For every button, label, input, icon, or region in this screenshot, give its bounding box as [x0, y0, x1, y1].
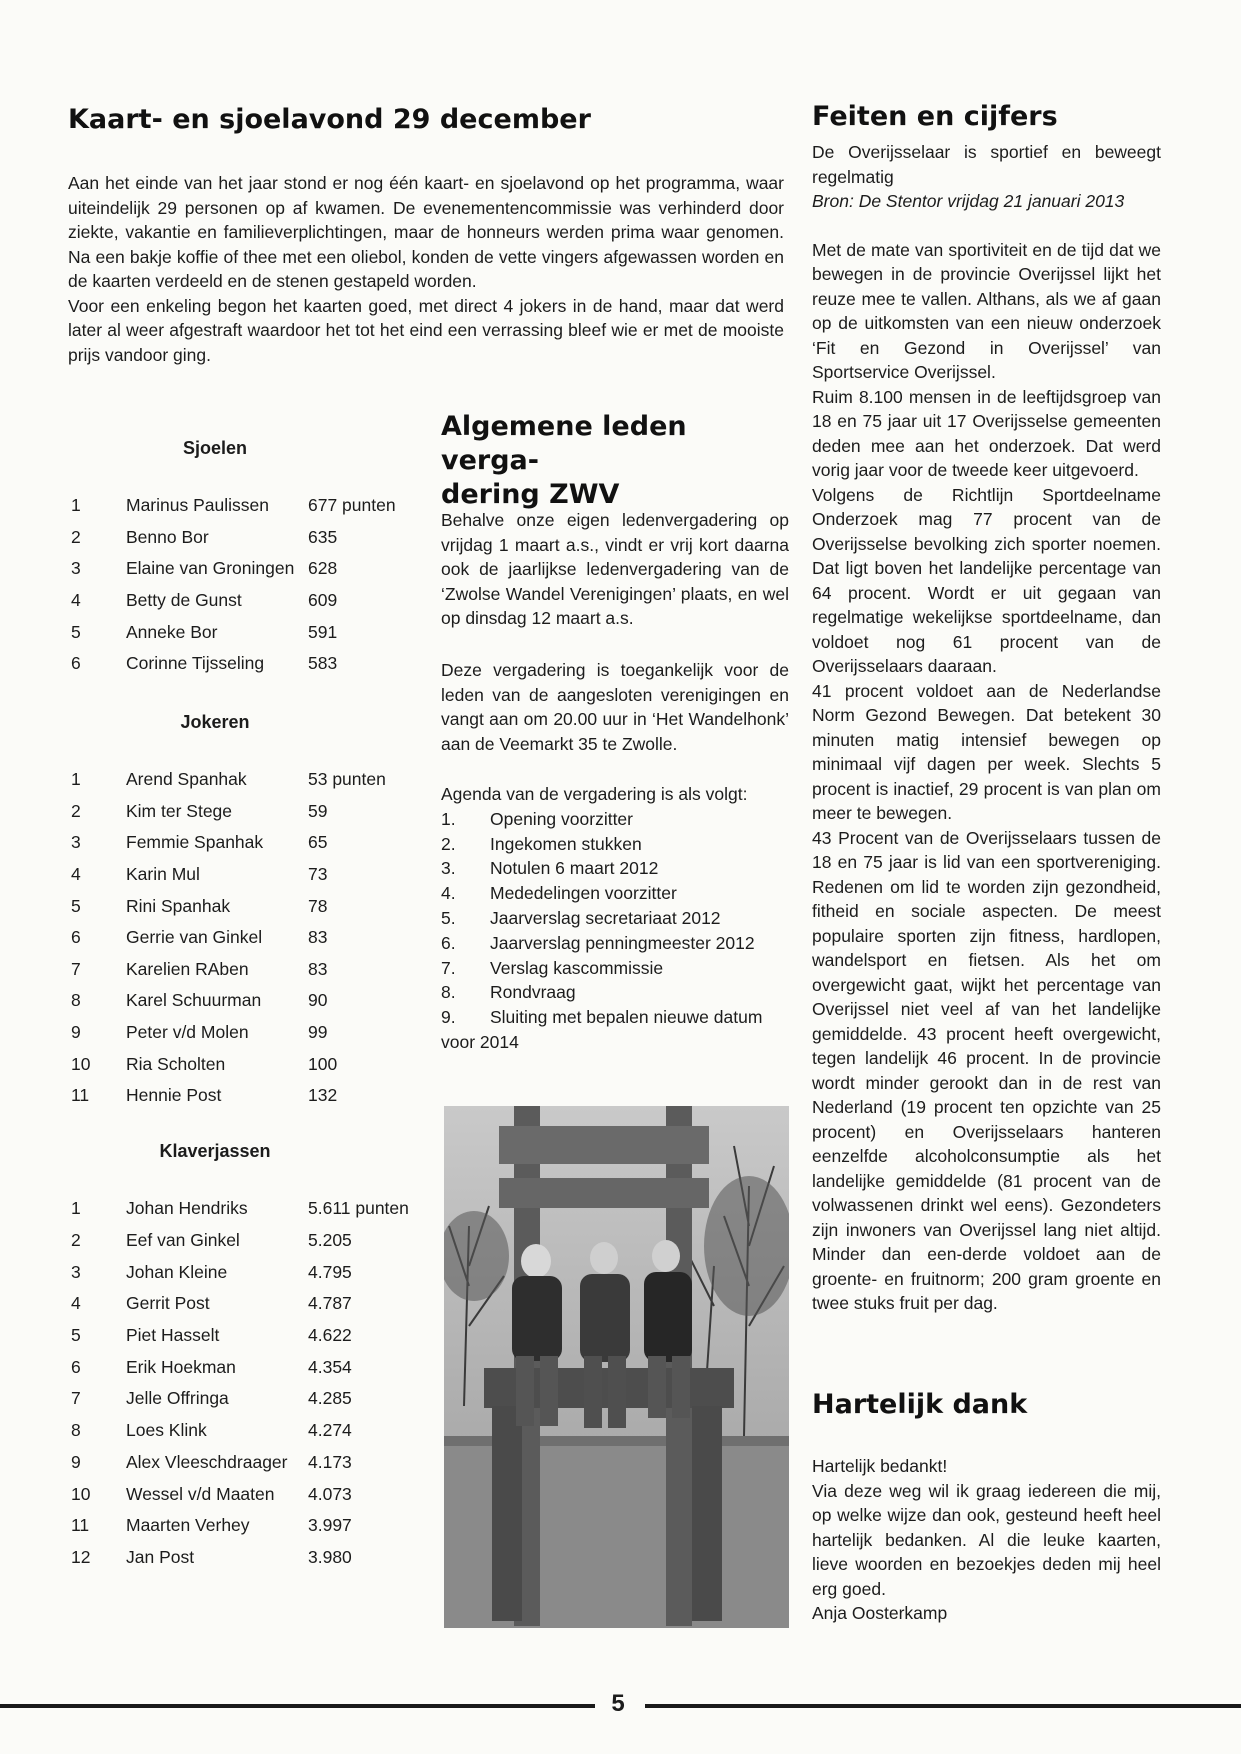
article-title-ledenvergadering — [441, 410, 781, 512]
paragraph: Ruim 8.100 mensen in de leeftijdsgroep van 18 en 75 jaar uit 17 Overijsselse gemeenten deden mee aan het onderzoek. Dat werd vorig jaar voor de tweede keer uitgevoerd. — [812, 386, 1161, 480]
agenda-item — [441, 980, 789, 1005]
player-name: Rini Spanhak — [126, 895, 231, 916]
player-name: Betty de Gunst — [126, 590, 242, 611]
table-row — [68, 1447, 428, 1479]
rank: 8 — [71, 990, 81, 1011]
table-row — [68, 1193, 428, 1225]
player-name: Anneke Bor — [126, 621, 218, 642]
score: 132 — [308, 1085, 338, 1106]
player-name: Ria Scholten — [126, 1053, 226, 1074]
score: 609 — [308, 590, 338, 611]
article-body-hartelijk-dank — [812, 1454, 1161, 1626]
agenda-item — [441, 956, 789, 981]
rank: 3 — [71, 1261, 81, 1282]
rank: 2 — [71, 526, 81, 547]
paragraph: Hartelijk bedankt! — [812, 1456, 948, 1476]
rank: 10 — [71, 1483, 91, 1504]
rank: 1 — [71, 495, 81, 516]
player-name: Johan Hendriks — [126, 1198, 248, 1219]
player-name: Corinne Tijsseling — [126, 653, 265, 674]
score: 677 punten — [308, 495, 396, 516]
table-row — [68, 1383, 428, 1415]
rank: 12 — [71, 1546, 91, 1567]
agenda-number: 2. — [441, 833, 456, 854]
agenda-text: Jaarverslag penningmeester 2012 — [490, 932, 755, 953]
score: 90 — [308, 990, 328, 1011]
table-row — [68, 1017, 418, 1049]
player-name: Benno Bor — [126, 526, 209, 547]
player-name: Kim ter Stege — [126, 800, 233, 821]
article-title-kaart-sjoelavond: Kaart- en sjoelavond 29 december — [68, 104, 591, 135]
paragraph: Behalve onze eigen ledenvergadering op vrijdag 1 maart a.s., vindt er vrij kort daarna ook de jaarlijkse ledenvergadering van de ‘Zwolse Wandel Verenigingen’ plaats, en wel op dinsdag 12 maart a.s. — [441, 510, 789, 628]
table-row — [68, 890, 418, 922]
footer-rule-left — [0, 1704, 595, 1708]
rank: 3 — [71, 832, 81, 853]
agenda-item — [441, 881, 789, 906]
table-row — [68, 1048, 418, 1080]
sjoelen-results-table — [68, 490, 418, 680]
table-row — [68, 1415, 428, 1447]
rank: 9 — [71, 1451, 81, 1472]
rank: 6 — [71, 1356, 81, 1377]
table-row — [68, 522, 418, 554]
rank: 4 — [71, 864, 81, 885]
score: 78 — [308, 895, 328, 916]
score: 591 — [308, 621, 338, 642]
agenda-number: 6. — [441, 932, 456, 953]
rank: 11 — [71, 1085, 90, 1106]
rank: 5 — [71, 1325, 81, 1346]
table-row — [68, 1256, 428, 1288]
jokeren-results-table — [68, 764, 418, 1112]
table-row — [68, 827, 418, 859]
rank: 2 — [71, 1230, 81, 1251]
rank: 8 — [71, 1420, 81, 1441]
player-name: Eef van Ginkel — [126, 1230, 240, 1251]
rank: 10 — [71, 1053, 91, 1074]
signature: Anja Oosterkamp — [812, 1603, 948, 1623]
player-name: Karelien RAben — [126, 958, 249, 979]
score: 4.787 — [308, 1293, 352, 1314]
player-name: Karel Schuurman — [126, 990, 262, 1011]
rank: 1 — [71, 1198, 81, 1219]
table-row — [68, 1225, 428, 1257]
score: 65 — [308, 832, 328, 853]
table-row — [68, 954, 418, 986]
score: 99 — [308, 1022, 328, 1043]
rank: 3 — [71, 558, 81, 579]
agenda-number: 3. — [441, 858, 456, 879]
agenda-number: 4. — [441, 883, 456, 904]
agenda-item — [441, 906, 789, 931]
table-row — [68, 922, 418, 954]
rank: 4 — [71, 590, 81, 611]
agenda-text: Sluiting met bepalen nieuwe datum — [490, 1007, 763, 1028]
paragraph: Volgens de Richtlijn Sportdeelname Onderzoek mag 77 procent van de Overijsselse bevolking zich sporter noemen. Dat ligt boven het landelijke percentage van 64 procent. Wordt er uit gegaan van regelmatige wekelijkse sportdeelname, dan voldoet nog 61 procent van de Overijsselaars daaraan. — [812, 484, 1161, 676]
player-name: Loes Klink — [126, 1420, 207, 1441]
table-row — [68, 1320, 428, 1352]
score: 4.285 — [308, 1388, 352, 1409]
paragraph: Deze vergadering is toegankelijk voor de leden van de aangesloten verenigingen en vangt aan om 20.00 uur in ‘Het Wandelhonk’ aan de Veemarkt 35 te Zwolle. — [441, 660, 789, 754]
agenda-list — [441, 782, 789, 1055]
article-title-hartelijk-dank: Hartelijk dank — [812, 1389, 1028, 1420]
table-row — [68, 1288, 428, 1320]
agenda-continuation: voor 2014 — [441, 1031, 519, 1052]
player-name: Elaine van Groningen — [126, 558, 295, 579]
score: 3.997 — [308, 1515, 352, 1536]
agenda-number: 9. — [441, 1007, 456, 1028]
score: 59 — [308, 800, 328, 821]
table-row — [68, 796, 418, 828]
paragraph: 43 Procent van de Overijsselaars tussen de 18 en 75 jaar is lid van een sportvereniging. Redenen om lid te worden zijn gezondheid, fitheid en sociale aspecten. De meest populaire sporten zijn fitness, hardlopen, wandelsport en fietsen. Als het om overgewicht gaat, wijkt het percentage van Overijssel niet veel af van het landelijke gemiddelde. 43 procent heeft overgewicht, tegen landelijk 46 procent. In de provincie wordt minder gerookt dan in de rest van Nederland (19 procent ten opzichte van 25 procent) en Overijsselaars hanteren eenzelfde alcoholconsumptie als het landelijke gemiddelde (81 procent van de volwassenen drinkt wel eens). Gezondeters zijn inwoners van Overijssel lang niet altijd. Minder dan een-derde voldoet aan de groente- en fruitnorm; 200 gram groente en twee stuks fruit per dag. — [812, 827, 1161, 1313]
player-name: Wessel v/d Maaten — [126, 1483, 275, 1504]
player-name: Jelle Offringa — [126, 1388, 229, 1409]
rank: 7 — [71, 958, 81, 979]
table-row — [68, 1351, 428, 1383]
paragraph: Aan het einde van het jaar stond er nog één kaart- en sjoelavond op het programma, waar uiteindelijk 29 personen op af kwamen. De evenementencommissie was verhinderd door ziekte, vakantie en familieverplichtingen, maar de honneurs werden prima waar genomen. Na een bakje koffie of thee met een oliebol, konden de vette vingers afgewassen worden en de kaarten verdeeld en de stenen gestapeld worden. — [68, 173, 784, 291]
paragraph: Met de mate van sportiviteit en de tijd dat we bewegen in de provincie Overijssel lijkt het reuze mee te vallen. Althans, als we af gaan op de uitkomsten van een nieuw onderzoek ‘Fit en Gezond in Overijssel’ van Sportservice Overijssel. — [812, 239, 1161, 382]
player-name: Alex Vleeschdraager — [126, 1451, 288, 1472]
score: 628 — [308, 558, 338, 579]
page-number: 5 — [611, 1690, 625, 1717]
score: 4.274 — [308, 1420, 352, 1441]
agenda-item — [441, 1005, 789, 1030]
player-name: Gerrit Post — [126, 1293, 210, 1314]
table-row — [68, 616, 418, 648]
agenda-number: 1. — [441, 808, 456, 829]
agenda-item — [441, 832, 789, 857]
score: 635 — [308, 526, 338, 547]
score: 4.795 — [308, 1261, 352, 1282]
agenda-text: Opening voorzitter — [490, 808, 633, 829]
rank: 2 — [71, 800, 81, 821]
player-name: Jan Post — [126, 1546, 195, 1567]
agenda-number: 7. — [441, 957, 456, 978]
score: 5.611 punten — [308, 1198, 409, 1219]
player-name: Johan Kleine — [126, 1261, 228, 1282]
score: 583 — [308, 653, 338, 674]
title-line: Algemene leden verga- — [441, 411, 687, 476]
klaverjassen-heading: Klaverjassen — [159, 1141, 271, 1161]
table-row — [68, 985, 418, 1017]
table-row — [68, 1080, 418, 1112]
agenda-number: 8. — [441, 982, 456, 1003]
agenda-item — [441, 807, 789, 832]
article-title-feiten-cijfers: Feiten en cijfers — [812, 101, 1058, 132]
score: 53 punten — [308, 769, 386, 790]
table-row — [68, 1478, 428, 1510]
table-row — [68, 553, 418, 585]
rank: 7 — [71, 1388, 81, 1409]
rank: 4 — [71, 1293, 81, 1314]
rank: 1 — [71, 769, 81, 790]
sjoelen-heading: Sjoelen — [182, 438, 248, 458]
player-name: Karin Mul — [126, 864, 200, 885]
agenda-text: Jaarverslag secretariaat 2012 — [490, 907, 721, 928]
player-name: Arend Spanhak — [126, 769, 247, 790]
agenda-number: 5. — [441, 907, 456, 928]
score: 4.173 — [308, 1451, 352, 1472]
score: 4.354 — [308, 1356, 352, 1377]
player-name: Erik Hoekman — [126, 1356, 236, 1377]
score: 5.205 — [308, 1230, 352, 1251]
rank: 5 — [71, 621, 81, 642]
rank: 9 — [71, 1022, 81, 1043]
photo-image — [444, 1106, 789, 1628]
article-body-feiten-cijfers — [812, 140, 1161, 1316]
paragraph: 41 procent voldoet aan de Nederlandse Norm Gezond Bewegen. Dat betekent 30 minuten matig intensief bewegen op minimaal vijf dagen per week. Slechts 5 procent is inactief, 29 procent is van plan om meer te bewegen. — [812, 680, 1161, 823]
table-row — [68, 490, 418, 522]
footer-rule-right — [645, 1704, 1241, 1708]
agenda-intro: Agenda van de vergadering is als volgt: — [441, 784, 748, 804]
agenda-text: Verslag kascommissie — [490, 957, 664, 978]
table-row — [68, 859, 418, 891]
table-row — [68, 764, 418, 796]
score: 4.073 — [308, 1483, 352, 1504]
paragraph: Via deze weg wil ik graag iedereen die mij, op welke wijze dan ook, gesteund heeft heel hartelijk bedanken. Al die leuke kaarten, lieve woorden en bezoekjes deden mij heel erg goed. — [812, 1480, 1161, 1599]
paragraph: Voor een enkeling begon het kaarten goed, met direct 4 jokers in de hand, maar dat werd later al weer afgestraft waardoor het tot het eind een verrassing bleef wie er met de mooiste prijs vandoor ging. — [68, 295, 784, 365]
player-name: Femmie Spanhak — [126, 832, 264, 853]
agenda-item — [441, 856, 789, 881]
score: 4.622 — [308, 1325, 352, 1346]
score: 100 — [308, 1053, 338, 1074]
player-name: Gerrie van Ginkel — [126, 927, 263, 948]
title-line: dering ZWV — [441, 479, 620, 510]
agenda-item — [441, 931, 789, 956]
score: 83 — [308, 927, 328, 948]
agenda-text: Notulen 6 maart 2012 — [490, 858, 659, 879]
score: 3.980 — [308, 1546, 352, 1567]
table-row — [68, 648, 418, 680]
rank: 6 — [71, 653, 81, 674]
subtitle: De Overijsselaar is sportief en beweegt regelmatig — [812, 142, 1161, 187]
player-name: Marinus Paulissen — [126, 495, 269, 516]
score: 83 — [308, 958, 328, 979]
table-row — [68, 585, 418, 617]
jokeren-heading: Jokeren — [180, 712, 250, 732]
player-name: Piet Hasselt — [126, 1325, 220, 1346]
rank: 6 — [71, 927, 81, 948]
klaverjassen-results-table — [68, 1193, 428, 1573]
player-name: Peter v/d Molen — [126, 1022, 249, 1043]
table-row — [68, 1542, 428, 1574]
source-line: Bron: De Stentor vrijdag 21 januari 2013 — [812, 191, 1125, 211]
agenda-text: Ingekomen stukken — [490, 833, 642, 854]
player-name: Maarten Verhey — [126, 1515, 250, 1536]
rank: 5 — [71, 895, 81, 916]
agenda-text: Rondvraag — [490, 982, 576, 1003]
agenda-text: Mededelingen voorzitter — [490, 883, 677, 904]
article-body-kaart-sjoelavond — [68, 171, 784, 367]
photo-three-people-on-giant-chair — [444, 1106, 789, 1628]
player-name: Hennie Post — [126, 1085, 222, 1106]
table-row — [68, 1510, 428, 1542]
rank: 11 — [71, 1515, 90, 1536]
score: 73 — [308, 864, 328, 885]
